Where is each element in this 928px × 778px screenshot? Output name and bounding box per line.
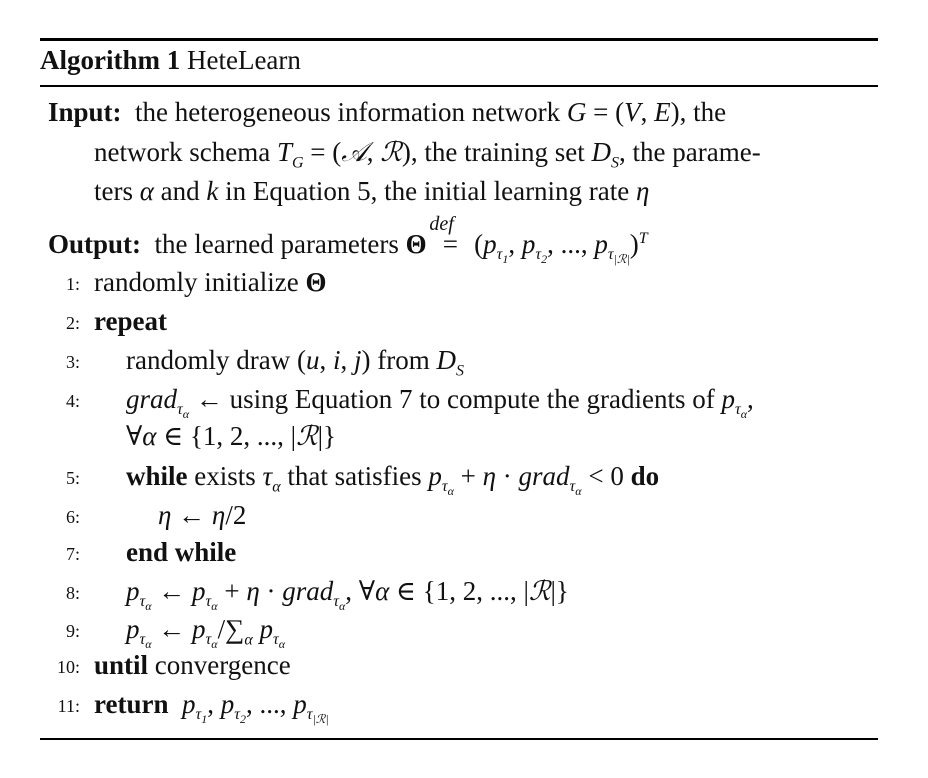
step-10: until convergence	[94, 650, 291, 680]
step-6: η ← η/2	[158, 500, 247, 530]
input-line-3: ters α and k in Equation 5, the initial learning rate η	[94, 176, 650, 206]
step-number-3: 3:	[65, 352, 80, 372]
step-9: $p_{\tau_\alpha}$ ← $p_{\tau_\alpha}/\sum_\alpha$ $p_{\tau_\alpha}$	[126, 614, 286, 652]
step-number-10: 10:	[56, 657, 80, 677]
step-number-6: 6:	[65, 507, 80, 527]
step-number-4: 4:	[65, 391, 80, 411]
step-number-7: 7:	[65, 544, 80, 564]
step-8: $p_{\tau_\alpha}$ ← $p_{\tau_\alpha} + \eta$ · grad$_{\tau_\alpha}$, ∀α ∈ {1, 2, ..., |ℛ|}	[126, 576, 569, 614]
step-number-9: 9:	[65, 621, 80, 641]
step-number-5: 5:	[65, 468, 80, 488]
input-line-1: Input: the heterogeneous information network G = (V, E), the	[48, 97, 727, 127]
input-line-2: network schema $T_G$ = (𝒜, ℛ), the training set $D_S$, the parame-	[94, 137, 761, 172]
step-4: grad$_{\tau_\alpha}$ ← using Equation 7 to compute the gradients of $p_{\tau_\alpha}$,	[126, 384, 754, 422]
step-number-1: 1:	[65, 274, 80, 294]
header-rule	[40, 85, 878, 87]
step-number-2: 2:	[65, 313, 80, 333]
bottom-rule	[40, 738, 878, 740]
algorithm-label: Algorithm 1	[40, 45, 181, 75]
output-line: Output: the learned parameters Θ def = ($p_{\tau_1}$, $p_{\tau_2}$, ..., $p_{\tau_{|ℛ|}})^T$	[48, 213, 648, 267]
algorithm-name: HeteLearn	[186, 45, 301, 75]
step-3: randomly draw (u, i, j) from $D_S$	[126, 345, 464, 380]
step-4-cont: ∀α ∈ {1, 2, ..., |ℛ|}	[126, 421, 337, 452]
input-label: Input:	[48, 97, 122, 127]
step-number-11: 11:	[57, 696, 80, 716]
step-number-8: 8:	[65, 583, 80, 603]
step-1: randomly initialize Θ	[94, 267, 327, 297]
top-rule	[40, 38, 878, 41]
step-11: return $p_{\tau_1}$, $p_{\tau_2}$, ..., $p_{\tau_{|ℛ|}}$	[94, 689, 329, 727]
output-label: Output:	[48, 229, 142, 259]
step-5: while exists $\tau_\alpha$ that satisfies $p_{\tau_\alpha} + \eta$ · grad$_{\tau_\alpha}$ < 0 do	[126, 461, 660, 499]
step-7: end while	[126, 537, 237, 567]
step-2: repeat	[94, 306, 167, 336]
algorithm-title	[40, 44, 301, 76]
